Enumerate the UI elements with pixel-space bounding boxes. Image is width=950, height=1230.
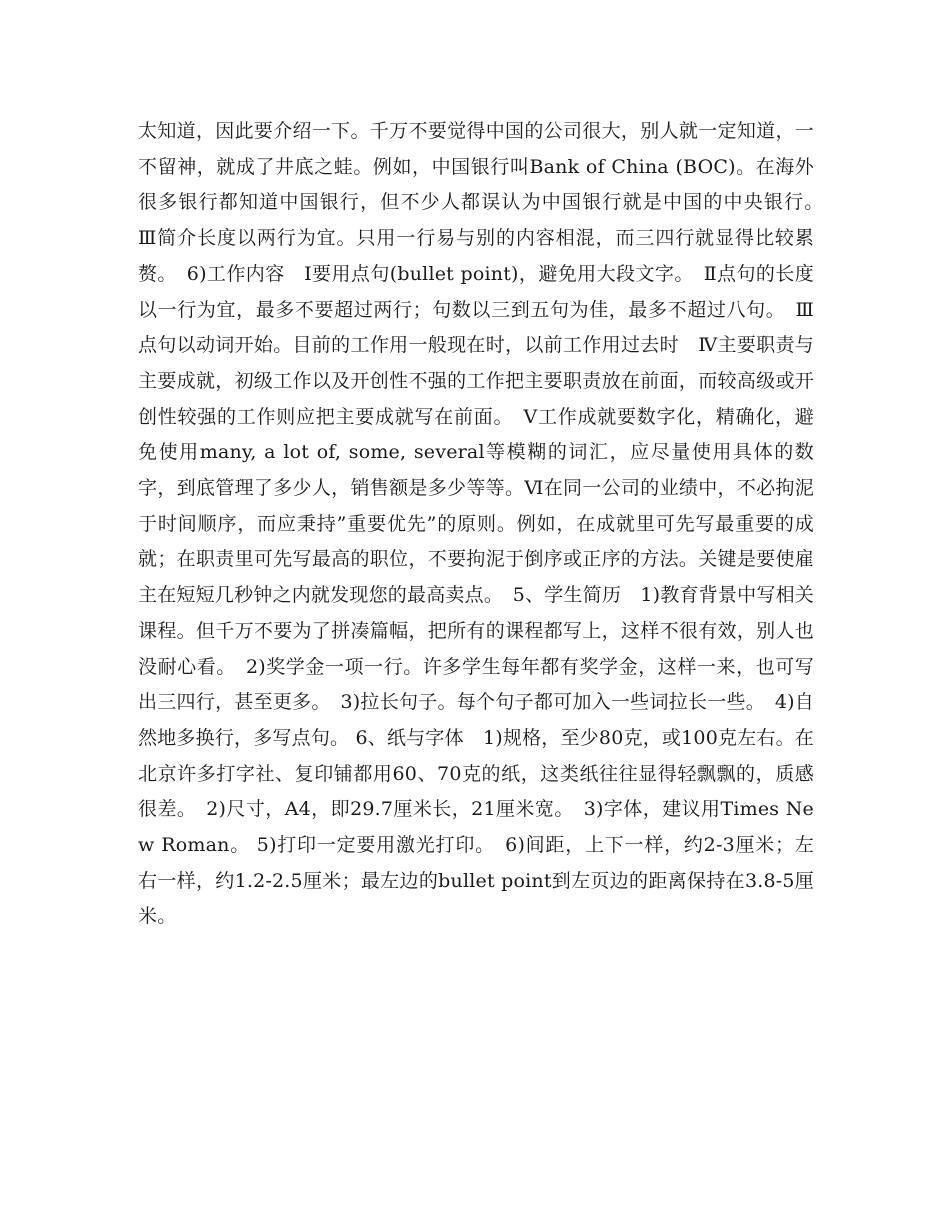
body-paragraph: 太知道，因此要介绍一下。千万不要觉得中国的公司很大，别人就一定知道，一不留神，就成了井底之蛙。例如，中国银行叫Bank of China (BOC)。在海外很多银行都知道中国银行，但不少人都误认为中国银行就是中国的中央银行。 Ⅲ简介长度以两行为宜。只用一行易与别的内容相混，而三四行就显得比较累赘。 6)工作内容 Ⅰ要用点句(bullet point)，避免用大段文字。 Ⅱ点句的长度以一行为宜，最多不要超过两行；句数以三到五句为佳，最多不超过八句。 Ⅲ点句以动词开始。目前的工作用一般现在时，以前工作用过去时 Ⅳ主要职责与主要成就，初级工作以及开创性不强的工作把主要职责放在前面，而较高级或开创性较强的工作则应把主要成就写在前面。 Ⅴ工作成就要数字化，精确化，避免使用many, a lot of, some, several等模糊的词汇，应尽量使用具体的数字，到底管理了多少人，销售额是多少等等。Ⅵ在同一公司的业绩中，不必拘泥于时间顺序，而应秉持”重要优先”的原则。例如，在成就里可先写最重要的成就；在职责里可先写最高的职位，不要拘泥于倒序或正序的方法。关键是要使雇主在短短几秒钟之内就发现您的最高卖点。 5、学生简历 1)教育背景中写相关课程。但千万不要为了拼凑篇幅，把所有的课程都写上，这样不很有效，别人也没耐心看。 2)奖学金一项一行。许多学生每年都有奖学金，这样一来，也可写出三四行，甚至更多。 3)拉长句子。每个句子都可加入一些词拉长一些。 4)自然地多换行，多写点句。 6、纸与字体 1)规格，至少80克，或100克左右。在北京许多打字社、复印铺都用60、70克的纸，这类纸往往显得轻飘飘的，质感很差。 2)尺寸，A4，即29.7厘米长，21厘米宽。 3)字体，建议用Times New Roman。 5)打印一定要用激光打印。 6)间距，上下一样，约2-3厘米；左右一样，约1.2-2.5厘米；最左边的bullet point到左页边的距离保持在3.8-5厘米。 (138, 120, 834, 928)
